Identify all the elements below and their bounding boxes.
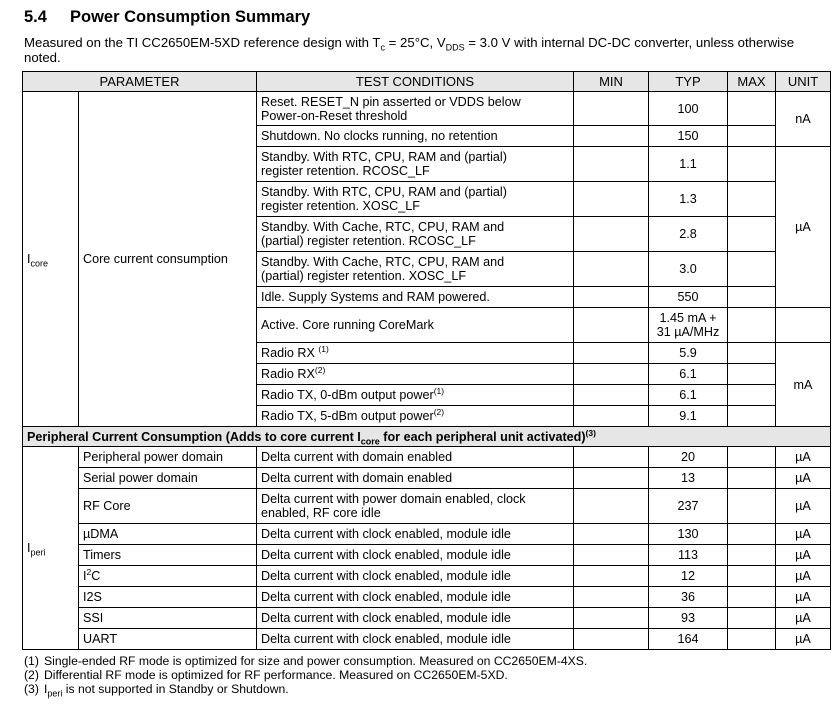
footnote [24,669,587,683]
table-row [23,524,831,545]
unit-cell: µA [776,587,831,608]
table-row [23,587,831,608]
condition-text: Radio TX, 0-dBm output power [261,388,434,402]
footnote-number: (2) [24,667,39,682]
typ-cell: 3.0 [649,252,728,287]
typ-cell: 2.8 [649,217,728,252]
intro-text: Measured on the TI CC2650EM-5XD reference design with T [24,35,381,50]
unit-cell: µA [776,489,831,524]
typ-cell: 150 [649,126,728,147]
condition-text: Radio RX [261,367,315,381]
section-heading [24,8,310,27]
unit-cell: µA [776,447,831,468]
core-description: Core current consumption [79,92,257,427]
condition-cell: Delta current with clock enabled, module idle [257,566,574,587]
max-cell [728,308,776,343]
typ-cell: 93 [649,608,728,629]
condition-text: Delta current with power domain enabled, clock [261,492,526,506]
unit-cell: µA [776,147,831,308]
table-row [23,545,831,566]
condition-text: Standby. With RTC, CPU, RAM and (partial) [261,185,507,199]
peripheral-name: Serial power domain [79,468,257,489]
unit-cell: µA [776,629,831,650]
condition-cell: Delta current with domain enabled [257,447,574,468]
footnote-ref: (2) [433,406,445,417]
peri-symbol-subscript: peri [30,547,46,558]
footnote-ref: (2) [314,364,326,375]
unit-cell: µA [776,468,831,489]
typ-cell: 130 [649,524,728,545]
header-unit: UNIT [776,72,831,92]
condition-cell [257,406,574,427]
condition-cell [257,92,574,126]
min-cell [574,308,649,343]
condition-cell [257,385,574,406]
peripheral-name-text: C [91,569,101,583]
min-cell [574,287,649,308]
core-symbol-cell [23,92,79,427]
peri-symbol: I [27,541,31,555]
min-cell [574,385,649,406]
peripheral-name: UART [79,629,257,650]
intro-tc-subscript: c [380,42,385,53]
max-cell [728,92,776,126]
condition-cell [257,252,574,287]
peripheral-name: Peripheral power domain [79,447,257,468]
intro-vdds-subscript: DDS [445,42,465,53]
core-symbol: I [27,252,31,266]
condition-text: (partial) register retention. RCOSC_LF [261,234,476,248]
typ-cell: 9.1 [649,406,728,427]
max-cell [728,343,776,364]
footnote-text: is not supported in Standby or Shutdown. [62,681,289,696]
footnote-ref: (1) [433,385,445,396]
min-cell [574,524,649,545]
header-test-conditions: TEST CONDITIONS [257,72,574,92]
section-number: 5.4 [24,8,47,26]
max-cell [728,364,776,385]
footnote-symbol: I [44,681,48,696]
footnote-number: (3) [24,681,39,696]
typ-cell: 1.3 [649,182,728,217]
condition-text: Radio TX, 5-dBm output power [261,409,434,423]
max-cell [728,468,776,489]
condition-text: Power-on-Reset threshold [261,108,408,123]
condition-text: Reset. RESET_N pin asserted or VDDS below [261,94,521,109]
table-row [23,489,831,524]
intro-paragraph [24,35,814,65]
typ-cell: 164 [649,629,728,650]
min-cell [574,468,649,489]
condition-text: register retention. XOSC_LF [261,199,420,213]
max-cell [728,545,776,566]
peripheral-name: µDMA [79,524,257,545]
footnotes [24,654,588,699]
header-min: MIN [574,72,649,92]
footnote-ref: (3) [585,427,596,438]
max-cell [728,385,776,406]
footnote [24,683,587,697]
condition-cell: Idle. Supply Systems and RAM powered. [257,287,574,308]
typ-cell: 13 [649,468,728,489]
condition-cell [257,343,574,364]
peripheral-name: Timers [79,545,257,566]
typ-cell: 100 [649,92,728,126]
power-consumption-table [22,71,831,650]
min-cell [574,489,649,524]
footnote-text: Single-ended RF mode is optimized for size and power consumption. Measured on CC2650EM-4XS. [44,654,588,668]
core-symbol-subscript: core [30,258,49,269]
condition-cell [257,217,574,252]
typ-cell: 5.9 [649,343,728,364]
table-row [23,566,831,587]
min-cell [574,252,649,287]
table-header-row [23,72,831,92]
max-cell [728,566,776,587]
unit-cell: nA [776,92,831,147]
condition-text: register retention. RCOSC_LF [261,164,430,178]
condition-text: Standby. With Cache, RTC, CPU, RAM and [261,220,505,234]
min-cell [574,147,649,182]
max-cell [728,147,776,182]
header-typ: TYP [649,72,728,92]
table-row [23,468,831,489]
max-cell [728,447,776,468]
footnote-number: (1) [24,654,39,668]
condition-cell: Delta current with clock enabled, module idle [257,608,574,629]
typ-text: 1.45 mA + [659,311,717,325]
max-cell [728,252,776,287]
section-label-subscript: core [360,436,380,447]
peripheral-name: RF Core [79,489,257,524]
condition-cell: Active. Core running CoreMark [257,308,574,343]
typ-cell: 36 [649,587,728,608]
min-cell [574,447,649,468]
unit-cell: mA [776,343,831,427]
min-cell [574,126,649,147]
max-cell [728,629,776,650]
peripheral-name: I2S [79,587,257,608]
condition-cell: Delta current with clock enabled, module idle [257,524,574,545]
table-row [23,92,831,126]
typ-cell: 113 [649,545,728,566]
footnote [24,655,587,669]
max-cell [728,587,776,608]
section-label-text: Peripheral Current Consumption (Adds to core current I [27,429,361,444]
section-label-text: for each peripheral unit activated) [379,429,586,444]
unit-cell: µA [776,566,831,587]
condition-cell: Delta current with clock enabled, module idle [257,629,574,650]
condition-text: enabled, RF core idle [261,506,381,520]
section-title: Power Consumption Summary [70,8,311,26]
min-cell [574,545,649,566]
condition-cell: Shutdown. No clocks running, no retention [257,126,574,147]
condition-text: Standby. With Cache, RTC, CPU, RAM and [261,255,505,269]
header-max: MAX [728,72,776,92]
max-cell [728,406,776,427]
min-cell [574,587,649,608]
condition-cell: Delta current with clock enabled, module idle [257,545,574,566]
min-cell [574,406,649,427]
typ-cell: 20 [649,447,728,468]
table-row [23,608,831,629]
peri-symbol-cell [23,447,79,650]
unit-cell: µA [776,545,831,566]
unit-cell-empty [776,308,831,343]
header-parameter: PARAMETER [23,72,257,92]
table-row [23,629,831,650]
peripheral-name: SSI [79,608,257,629]
peripheral-name [79,566,257,587]
max-cell [728,217,776,252]
typ-cell: 12 [649,566,728,587]
max-cell [728,608,776,629]
condition-cell [257,364,574,385]
peripheral-section-row [23,427,831,447]
unit-cell: µA [776,524,831,545]
typ-cell: 550 [649,287,728,308]
typ-cell: 237 [649,489,728,524]
min-cell [574,217,649,252]
max-cell [728,489,776,524]
typ-cell: 6.1 [649,364,728,385]
unit-cell: µA [776,608,831,629]
condition-cell [257,489,574,524]
condition-text: Standby. With RTC, CPU, RAM and (partial) [261,150,507,164]
min-cell [574,182,649,217]
footnote-symbol-subscript: peri [47,688,63,699]
intro-text-end: = 3.0 V with internal DC-DC converter, unless otherwise noted. [24,35,795,65]
peripheral-name-superscript: 2 [86,566,92,577]
condition-cell [257,147,574,182]
peripheral-name-text: I [83,569,87,583]
condition-cell [257,182,574,217]
max-cell [728,182,776,217]
min-cell [574,608,649,629]
typ-text: 31 µA/MHz [656,325,720,339]
typ-cell: 6.1 [649,385,728,406]
intro-text-mid: = 25°C, V [385,35,446,50]
condition-cell: Delta current with clock enabled, module idle [257,587,574,608]
typ-cell: 1.1 [649,147,728,182]
max-cell [728,524,776,545]
footnote-text: Differential RF mode is optimized for RF performance. Measured on CC2650EM-5XD. [44,667,508,682]
table-row [23,447,831,468]
min-cell [574,364,649,385]
min-cell [574,343,649,364]
min-cell [574,92,649,126]
typ-cell [649,308,728,343]
min-cell [574,566,649,587]
footnote-ref: (1) [318,343,329,354]
max-cell [728,287,776,308]
min-cell [574,629,649,650]
condition-cell: Delta current with domain enabled [257,468,574,489]
max-cell [728,126,776,147]
condition-text: (partial) register retention. XOSC_LF [261,269,467,283]
peripheral-section-label [23,427,831,447]
condition-text: Radio RX [261,346,319,360]
